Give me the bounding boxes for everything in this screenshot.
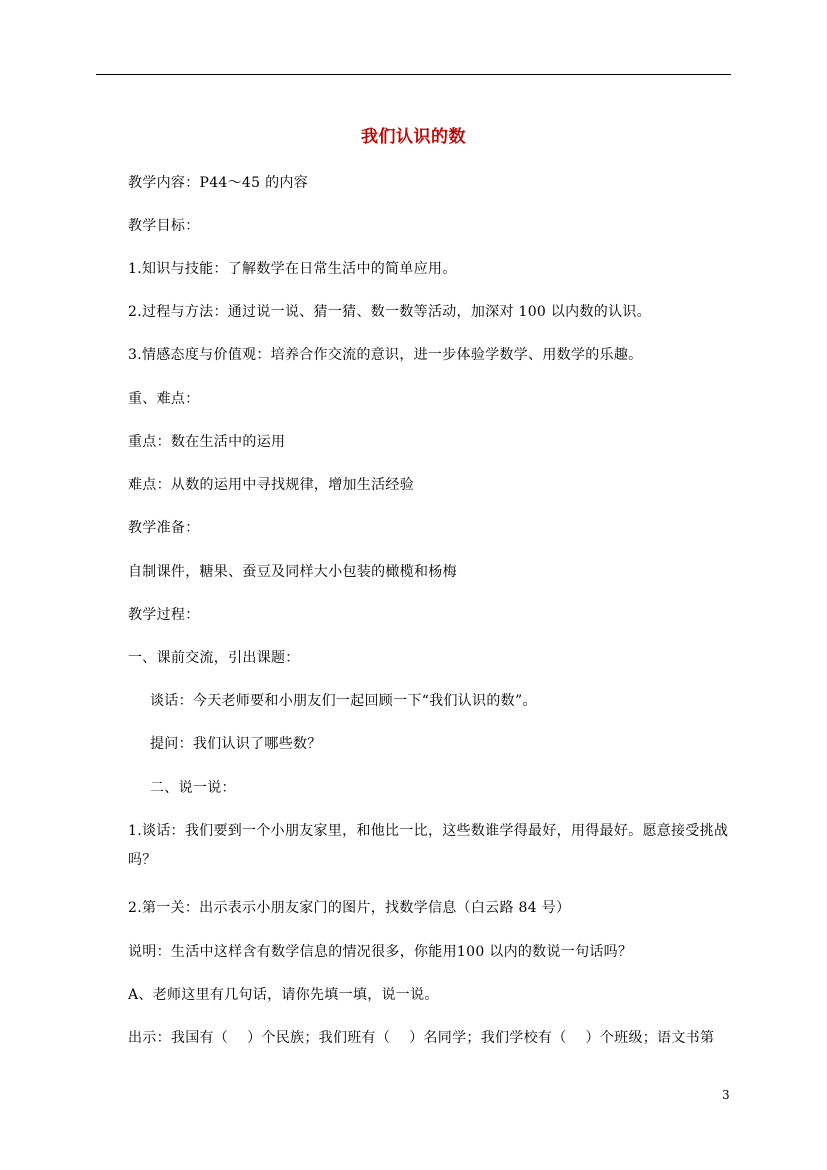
document-title: 我们认识的数 [361, 127, 466, 147]
paragraph-preparation-heading: 教学准备： [128, 520, 200, 536]
paragraph-content: 教学内容：P44～45 的内容 [128, 175, 308, 191]
paragraph-preparation: 自制课件，糖果、蚕豆及同样大小包装的橄榄和杨梅 [128, 564, 457, 580]
paragraph-explanation: 说明：生活中这样含有数学信息的情况很多，你能用100 以内的数说一句话吗？ [128, 944, 633, 960]
paragraph-talk: 谈话：今天老师要和小朋友们一起回顾一下“我们认识的数”。 [150, 693, 537, 709]
paragraph-difficult-point: 难点：从数的运用中寻找规律，增加生活经验 [128, 477, 414, 493]
paragraph-process-heading: 教学过程： [128, 607, 200, 623]
paragraph-goal-2: 2.过程与方法：通过说一说、猜一猜、数一数等活动，加深对 100 以内数的认识。 [128, 304, 651, 320]
paragraph-section-1: 一、课前交流，引出课题： [128, 650, 300, 666]
paragraph-question: 提问：我们认识了哪些数？ [150, 736, 322, 752]
header-rule [96, 74, 731, 75]
paragraph-display: 出示：我国有（ ）个民族；我们班有（ ）名同学；我们学校有（ ）个班级；语文书第 [128, 1030, 715, 1046]
paragraph-step-2: 2.第一关：出示表示小朋友家门的图片，找数学信息（白云路 84 号） [128, 900, 571, 916]
paragraph-step-1: 1.谈话：我们要到一个小朋友家里，和他比一比，这些数谁学得最好，用得最好。愿意接受挑战吗？ [128, 823, 729, 868]
paragraph-goals-heading: 教学目标： [128, 218, 200, 234]
paragraph-key-points-heading: 重、难点： [128, 391, 200, 407]
paragraph-goal-3: 3.情感态度与价值观：培养合作交流的意识，进一步体验学数学、用数学的乐趣。 [128, 347, 643, 363]
paragraph-part-a: A、老师这里有几句话，请你先填一填，说一说。 [128, 987, 439, 1003]
paragraph-key-point: 重点：数在生活中的运用 [128, 434, 286, 450]
page-number: 3 [722, 1088, 730, 1102]
paragraph-section-2: 二、说一说： [150, 780, 236, 796]
paragraph-goal-1: 1.知识与技能：了解数学在日常生活中的简单应用。 [128, 261, 457, 277]
